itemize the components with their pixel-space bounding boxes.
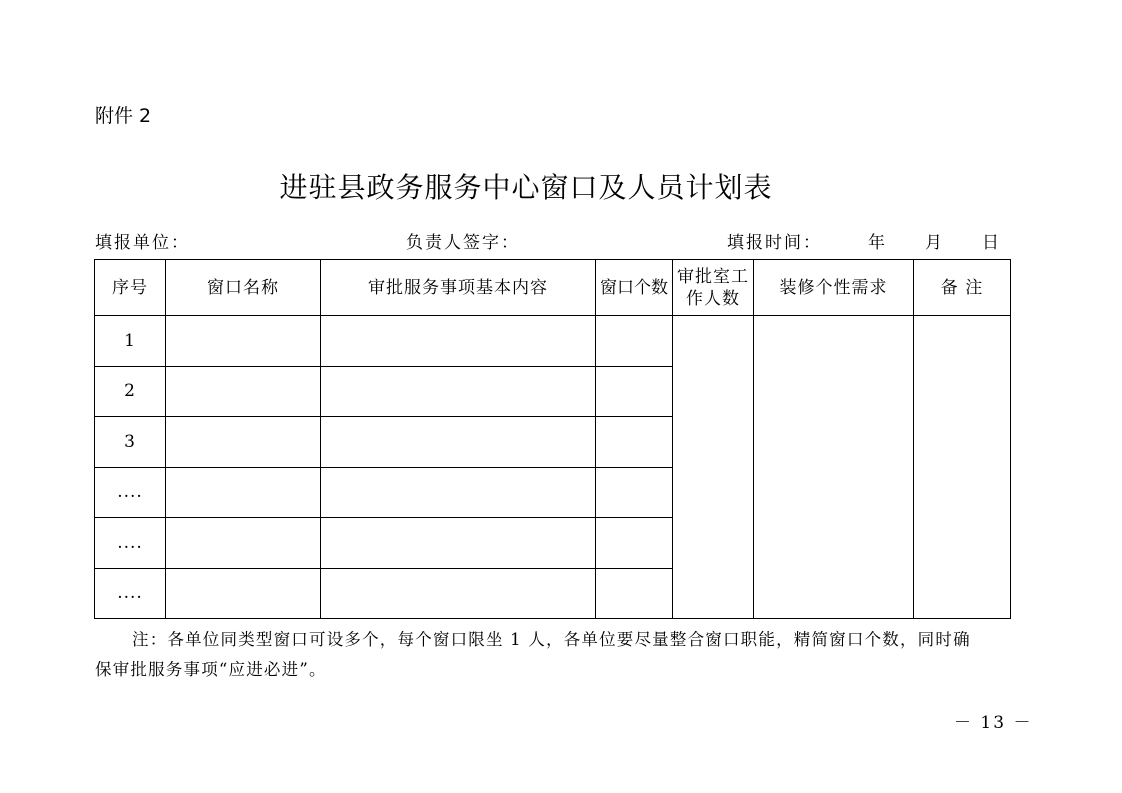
row-seq: 3 [95,417,166,468]
cell-window-name[interactable] [166,518,321,569]
cell-window-count[interactable] [596,366,673,417]
cell-content[interactable] [321,467,596,518]
row-seq: .... [95,467,166,518]
page-title: 进驻县政务服务中心窗口及人员计划表 [279,171,773,204]
cell-content[interactable] [321,518,596,569]
header-staff-line2: 作人数 [686,288,740,309]
note-line-2: 保审批服务事项“应进必进”。 [95,660,327,679]
cell-content[interactable] [321,568,596,619]
plan-table [94,259,1011,619]
year-label: 年 [868,233,887,253]
cell-window-name[interactable] [166,316,321,367]
fill-unit-label: 填报单位： [95,233,190,253]
cell-decor[interactable] [754,316,914,619]
day-label: 日 [982,233,1001,253]
row-seq: 1 [95,316,166,367]
table-row [95,316,1011,367]
header-decor: 装修个性需求 [754,260,914,316]
cell-content[interactable] [321,316,596,367]
note-line-1: 注：各单位同类型窗口可设多个，每个窗口限坐 1 人，各单位要尽量整合窗口职能，精简窗口个数，同时确 [132,630,971,649]
row-seq: .... [95,568,166,619]
header-remark: 备 注 [914,260,1011,316]
cell-window-name[interactable] [166,417,321,468]
cell-window-count[interactable] [596,467,673,518]
fill-time-label: 填报时间： [727,233,822,253]
header-staff-line1: 审批室工 [677,266,749,287]
cell-staff-count[interactable] [673,316,754,619]
header-window-count: 窗口个数 [596,260,673,316]
cell-content[interactable] [321,366,596,417]
header-seq: 序号 [95,260,166,316]
signer-label: 负责人签字： [406,233,520,253]
header-content: 审批服务事项基本内容 [321,260,596,316]
cell-window-count[interactable] [596,518,673,569]
cell-window-name[interactable] [166,467,321,518]
cell-window-count[interactable] [596,316,673,367]
attachment-label: 附件 2 [95,105,152,127]
cell-window-count[interactable] [596,568,673,619]
header-window-name: 窗口名称 [166,260,321,316]
cell-content[interactable] [321,417,596,468]
cell-window-name[interactable] [166,568,321,619]
table-header-row [95,260,1011,316]
cell-window-count[interactable] [596,417,673,468]
cell-remark[interactable] [914,316,1011,619]
month-label: 月 [925,233,944,253]
header-staff-count [673,260,754,316]
page-number: － 13 － [954,713,1033,733]
row-seq: 2 [95,366,166,417]
row-seq: .... [95,518,166,569]
cell-window-name[interactable] [166,366,321,417]
